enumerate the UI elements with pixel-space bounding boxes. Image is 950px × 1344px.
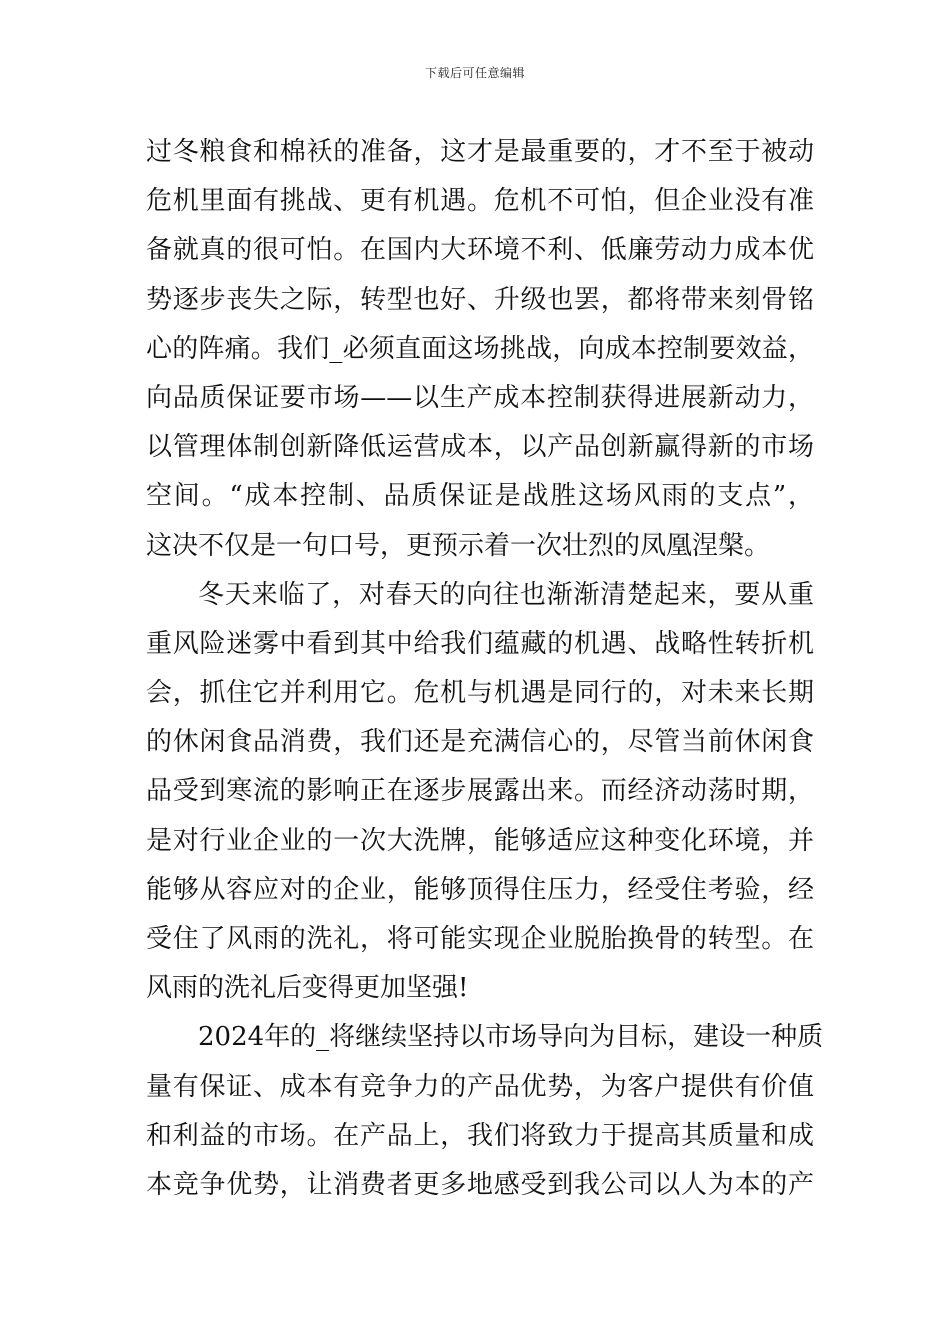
text-line: 量有保证、成本有竞争力的产品优势，为客户提供有价值: [146, 1071, 814, 1102]
text-line: 过冬粮食和棉袄的准备，这才是最重要的，才不至于被动: [146, 137, 814, 167]
text-line-first: 冬天来临了，对春天的向往也渐渐清楚起来，要从重: [198, 579, 814, 610]
paragraph-1: [146, 128, 814, 571]
text-line: 会，抓住它并利用它。危机与机遇是同行的，对未来长期: [146, 678, 814, 709]
text-line: 能够从容应对的企业，能够顶得住压力，经受住考验，经: [146, 874, 814, 905]
text-line: 是对行业企业的一次大洗牌，能够适应这种变化环境，并: [146, 825, 814, 856]
paragraph-3: [146, 1013, 824, 1210]
text-line: 备就真的很可怕。在国内大环境不利、低廉劳动力成本优: [146, 235, 814, 266]
paragraph-2: [146, 571, 814, 1014]
text-line: 以管理体制创新降低运营成本，以产品创新赢得新的市场: [146, 432, 814, 463]
text-line: 心的阵痛。我们_必须直面这场挑战，向成本控制要效益，: [146, 333, 814, 364]
text-line-first: 2024年的_将继续坚持以市场导向为目标，建设一种质: [198, 1022, 824, 1053]
text-line: 风雨的洗礼后变得更加坚强!: [146, 973, 469, 1004]
text-line: 本竞争优势，让消费者更多地感受到我公司以人为本的产: [146, 1169, 814, 1200]
page-header: 下载后可任意编辑: [424, 66, 525, 80]
text-line: 受住了风雨的洗礼，将可能实现企业脱胎换骨的转型。在: [146, 924, 814, 954]
text-line: 空间。“成本控制、品质保证是战胜这场风雨的支点”，: [146, 481, 814, 512]
text-line: 品受到寒流的影响正在逐步展露出来。而经济动荡时期，: [146, 776, 814, 807]
text-line: 势逐步丧失之际，转型也好、升级也罢，都将带来刻骨铭: [146, 284, 814, 315]
text-line: 危机里面有挑战、更有机遇。危机不可怕，但企业没有准: [146, 186, 814, 217]
text-line: 和利益的市场。在产品上，我们将致力于提高其质量和成: [146, 1120, 814, 1151]
document-body: [146, 128, 824, 1210]
text-line: 重风险迷雾中看到其中给我们蕴藏的机遇、战略性转折机: [146, 628, 814, 659]
text-line: 这决不仅是一句口号，更预示着一次壮烈的凤凰涅槃。: [146, 530, 771, 561]
text-line: 的休闲食品消费，我们还是充满信心的，尽管当前休闲食: [146, 727, 814, 758]
text-line: 向品质保证要市场——以生产成本控制获得进展新动力，: [146, 382, 814, 413]
